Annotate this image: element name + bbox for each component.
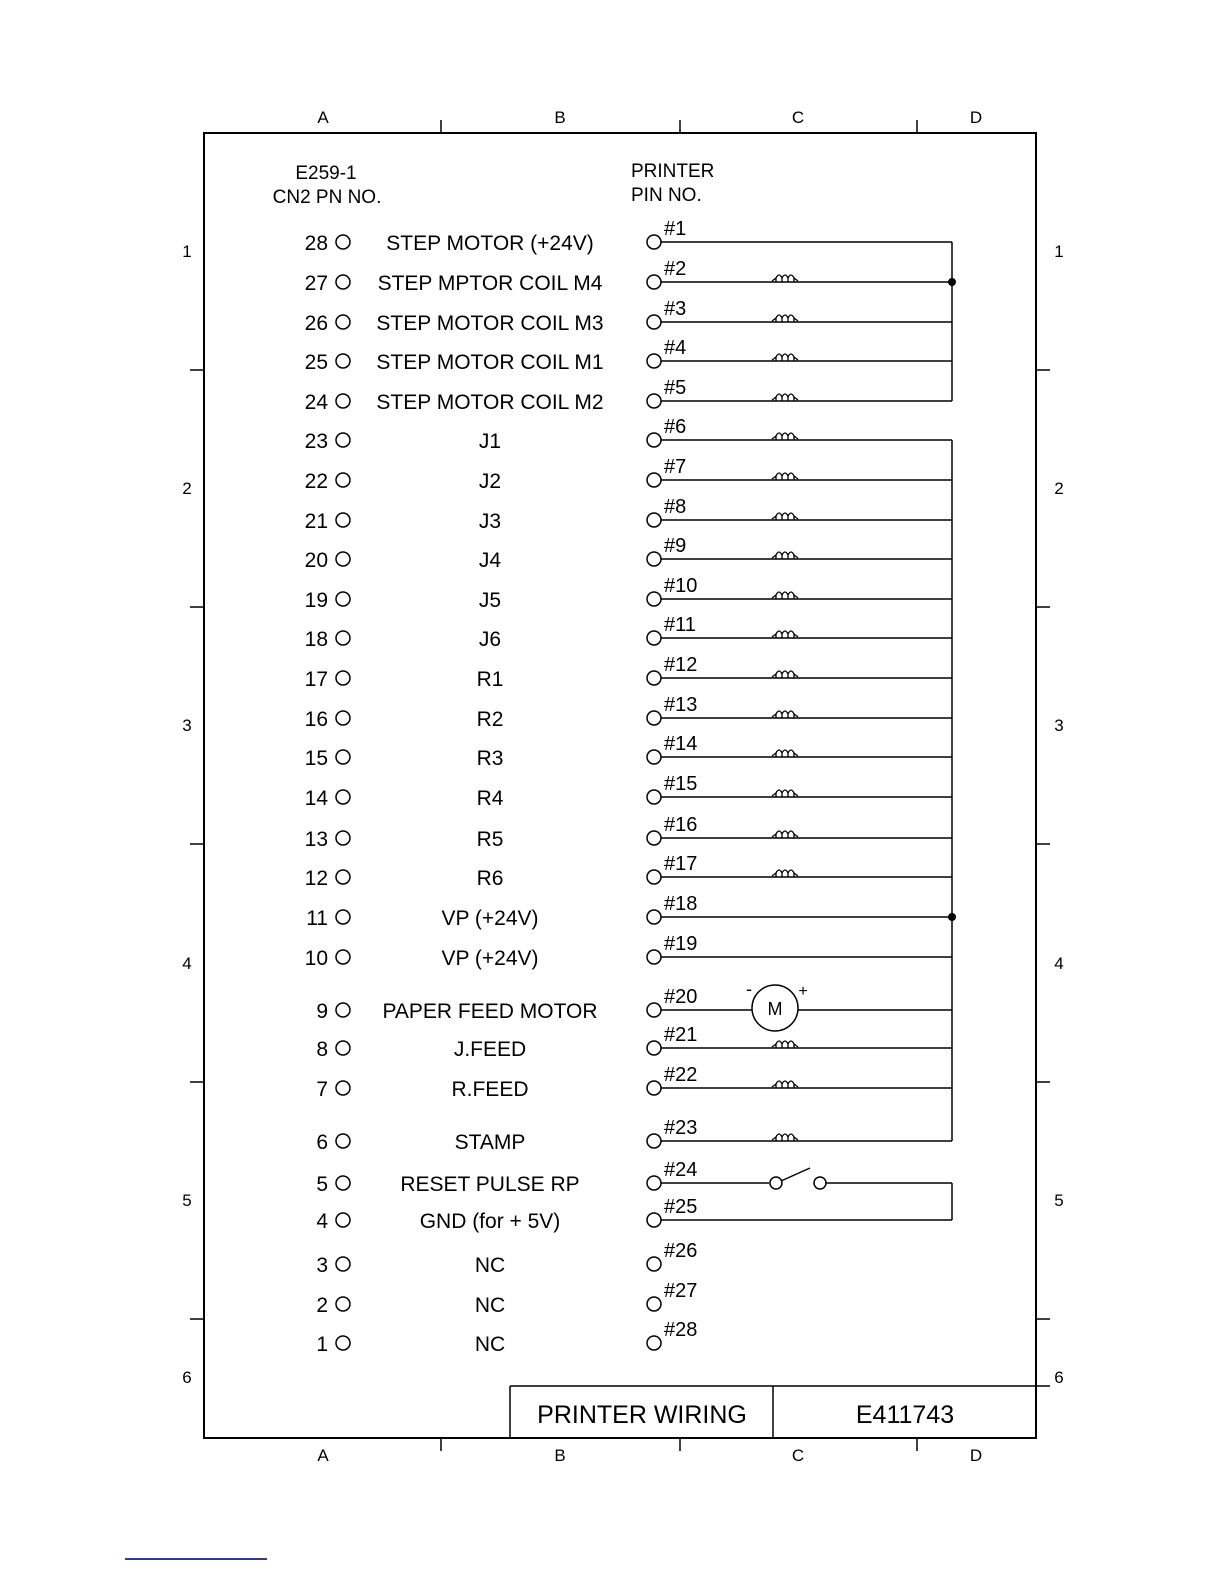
printer-pin-number: #20 [664, 986, 698, 1008]
printer-pin-terminal [647, 552, 661, 566]
printer-pin-number: #19 [664, 933, 698, 955]
grid-col-b-top: B [554, 108, 566, 127]
signal-label: J3 [478, 510, 502, 533]
printer-pin-number: #28 [664, 1319, 698, 1341]
coil-symbol-13 [772, 711, 798, 718]
printer-pin-terminal [647, 1003, 661, 1017]
printer-pin-number: #6 [664, 416, 687, 438]
grid-row-6-left: 6 [182, 1368, 192, 1387]
coil-symbol-7 [772, 473, 798, 480]
border-frame [204, 133, 1036, 1438]
signal-label: RESET PULSE RP [400, 1173, 580, 1196]
printer-pin-terminal [647, 1134, 661, 1148]
signal-label: J5 [478, 589, 502, 612]
motor-label: M [767, 999, 783, 1019]
cn2-pin-terminal [336, 950, 350, 964]
signal-label: VP (+24V) [441, 947, 539, 970]
printer-pin-terminal [647, 513, 661, 527]
signal-label: J.FEED [453, 1038, 527, 1061]
cn2-pin-number: 9 [316, 1000, 328, 1023]
cn2-pin-number: 6 [316, 1131, 328, 1154]
grid-col-d-top: D [969, 108, 983, 127]
cn2-pin-number: 10 [304, 947, 328, 970]
printer-pin-number: #10 [664, 575, 698, 597]
printer-pin-terminal [647, 1176, 661, 1190]
title-block-title: PRINTER WIRING [537, 1401, 747, 1429]
cn2-pin-number: 21 [304, 510, 328, 533]
printer-pin-terminal [647, 1297, 661, 1311]
cn2-pin-terminal [336, 1213, 350, 1227]
signal-label: R4 [476, 787, 504, 810]
grid-col-a-top: A [317, 108, 329, 127]
coil-symbol-21 [772, 1041, 798, 1048]
printer-pin-number: #26 [664, 1240, 698, 1262]
cn2-pin-number: 27 [304, 272, 328, 295]
signal-label: NC [474, 1294, 506, 1317]
header-left-line2: CN2 PN NO. [272, 187, 382, 208]
signal-label: J1 [478, 430, 502, 453]
cn2-pin-terminal [336, 671, 350, 685]
printer-pin-number: #9 [664, 535, 687, 557]
cn2-pin-number: 4 [316, 1210, 328, 1233]
coil-symbol-10 [772, 592, 798, 599]
printer-pin-terminal [647, 1081, 661, 1095]
printer-pin-terminal [647, 950, 661, 964]
cn2-pin-number: 13 [304, 828, 328, 851]
coil-symbol-23 [772, 1134, 798, 1141]
grid-row-2-left: 2 [182, 479, 192, 498]
coil-symbol-12 [772, 671, 798, 678]
grid-row-6-right: 6 [1054, 1368, 1064, 1387]
printer-pin-terminal [647, 1257, 661, 1271]
grid-row-5-right: 5 [1054, 1191, 1064, 1210]
signal-label: J6 [478, 628, 502, 651]
cn2-pin-terminal [336, 513, 350, 527]
signal-label: GND (for + 5V) [419, 1210, 561, 1233]
printer-pin-number: #5 [664, 377, 687, 399]
cn2-pin-number: 22 [304, 470, 328, 493]
cn2-pin-number: 3 [316, 1254, 328, 1277]
printer-pin-number: #24 [664, 1159, 698, 1181]
printer-pin-terminal [647, 275, 661, 289]
cn2-pin-terminal [336, 631, 350, 645]
cn2-pin-terminal [336, 831, 350, 845]
cn2-pin-terminal [336, 592, 350, 606]
grid-row-4-left: 4 [182, 954, 192, 973]
cn2-pin-number: 25 [304, 351, 328, 374]
signal-label: VP (+24V) [441, 907, 539, 930]
printer-pin-terminal [647, 870, 661, 884]
signal-label: STEP MOTOR COIL M2 [376, 391, 604, 414]
printer-pin-terminal [647, 671, 661, 685]
signal-label: R5 [476, 828, 504, 851]
coil-symbol-9 [772, 552, 798, 559]
cn2-pin-number: 28 [304, 232, 328, 255]
cn2-pin-terminal [336, 275, 350, 289]
grid-row-1-right: 1 [1054, 242, 1064, 261]
coil-symbol-17 [772, 870, 798, 877]
cn2-pin-terminal [336, 750, 350, 764]
grid-row-2-right: 2 [1054, 479, 1064, 498]
cn2-pin-terminal [336, 473, 350, 487]
printer-pin-terminal [647, 473, 661, 487]
signal-label: STAMP [454, 1131, 526, 1154]
cn2-pin-terminal [336, 1134, 350, 1148]
printer-pin-number: #16 [664, 814, 698, 836]
switch-contact [770, 1177, 782, 1189]
coil-symbol-6 [772, 433, 798, 440]
cn2-pin-number: 18 [304, 628, 328, 651]
printer-pin-number: #15 [664, 773, 698, 795]
coil-symbol-3 [772, 315, 798, 322]
pin-rows [305, 218, 952, 1356]
signal-label: R1 [476, 668, 504, 691]
printer-pin-terminal [647, 631, 661, 645]
printer-pin-number: #11 [664, 614, 696, 636]
printer-pin-number: #13 [664, 694, 698, 716]
cn2-pin-terminal [336, 790, 350, 804]
coil-symbol-4 [772, 354, 798, 361]
cn2-pin-terminal [336, 1081, 350, 1095]
printer-pin-terminal [647, 711, 661, 725]
cn2-pin-number: 5 [316, 1173, 328, 1196]
printer-pin-number: #14 [664, 733, 698, 755]
cn2-pin-terminal [336, 1003, 350, 1017]
printer-pin-terminal [647, 433, 661, 447]
coil-symbol-14 [772, 750, 798, 757]
coil-symbol-8 [772, 513, 798, 520]
cn2-pin-terminal [336, 552, 350, 566]
signal-label: R2 [476, 708, 504, 731]
motor-minus-sign: - [746, 979, 752, 999]
cn2-pin-number: 26 [304, 312, 328, 335]
grid-col-c-bottom: C [791, 1446, 805, 1465]
printer-pin-number: #7 [664, 456, 687, 478]
grid-col-c-top: C [791, 108, 805, 127]
grid-col-a-bottom: A [317, 1446, 329, 1465]
printer-pin-terminal [647, 1213, 661, 1227]
printer-pin-terminal [647, 750, 661, 764]
signal-label: NC [474, 1254, 506, 1277]
printer-pin-number: #2 [664, 258, 687, 280]
cn2-pin-number: 7 [316, 1078, 328, 1101]
grid-row-5-left: 5 [182, 1191, 192, 1210]
printer-pin-terminal [647, 790, 661, 804]
signal-label: STEP MOTOR COIL M3 [376, 312, 604, 335]
header-right-line1: PRINTER [631, 161, 715, 182]
cn2-pin-terminal [336, 910, 350, 924]
cn2-pin-terminal [336, 1297, 350, 1311]
cn2-pin-number: 1 [316, 1333, 328, 1356]
cn2-pin-terminal [336, 315, 350, 329]
printer-pin-number: #22 [664, 1064, 698, 1086]
signal-label: R3 [476, 747, 504, 770]
header-left-line1: E259-1 [295, 163, 357, 184]
printer-pin-terminal [647, 315, 661, 329]
grid-col-d-bottom: D [969, 1446, 983, 1465]
printer-pin-number: #21 [664, 1024, 698, 1046]
signal-label: STEP MOTOR COIL M1 [376, 351, 604, 374]
cn2-pin-terminal [336, 1336, 350, 1350]
printer-pin-terminal [647, 831, 661, 845]
printer-pin-terminal [647, 1041, 661, 1055]
switch-lever [781, 1168, 810, 1181]
cn2-pin-number: 24 [304, 391, 328, 414]
title-block-number: E411743 [855, 1401, 955, 1429]
grid-row-4-right: 4 [1054, 954, 1064, 973]
cn2-pin-number: 19 [304, 589, 328, 612]
coil-symbol-5 [772, 394, 798, 401]
printer-pin-number: #17 [664, 853, 698, 875]
signal-label: R6 [476, 867, 504, 890]
cn2-pin-number: 17 [304, 668, 328, 691]
cn2-pin-terminal [336, 1176, 350, 1190]
cn2-pin-terminal [336, 354, 350, 368]
grid-row-1-left: 1 [182, 242, 192, 261]
printer-pin-terminal [647, 910, 661, 924]
coil-symbol-2 [772, 275, 798, 282]
printer-pin-number: #1 [664, 218, 687, 240]
signal-label: NC [474, 1333, 506, 1356]
cn2-pin-number: 14 [304, 787, 328, 810]
printer-pin-number: #8 [664, 496, 687, 518]
cn2-pin-terminal [336, 433, 350, 447]
header-right-line2: PIN NO. [631, 185, 702, 206]
coil-symbol-11 [772, 631, 798, 638]
printer-pin-number: #25 [664, 1196, 698, 1218]
printer-pin-terminal [647, 592, 661, 606]
printer-pin-number: #3 [664, 298, 687, 320]
coil-symbol-22 [772, 1081, 798, 1088]
cn2-pin-number: 20 [304, 549, 328, 572]
printer-pin-number: #23 [664, 1117, 698, 1139]
printer-pin-number: #12 [664, 654, 698, 676]
signal-label: STEP MOTOR (+24V) [386, 232, 594, 255]
motor-plus-sign: + [798, 983, 808, 1000]
signal-label: R.FEED [451, 1078, 529, 1101]
cn2-pin-number: 8 [316, 1038, 328, 1061]
printer-pin-number: #27 [664, 1280, 698, 1302]
printer-pin-terminal [647, 354, 661, 368]
cn2-pin-number: 16 [304, 708, 328, 731]
signal-label: PAPER FEED MOTOR [382, 1000, 598, 1023]
grid-row-3-left: 3 [182, 716, 192, 735]
junction-dot-lower [948, 913, 956, 921]
signal-label: STEP MPTOR COIL M4 [377, 272, 603, 295]
cn2-pin-terminal [336, 235, 350, 249]
printer-pin-terminal [647, 235, 661, 249]
cn2-pin-number: 2 [316, 1294, 328, 1317]
grid-row-3-right: 3 [1054, 716, 1064, 735]
printer-pin-terminal [647, 394, 661, 408]
printer-pin-number: #18 [664, 893, 698, 915]
cn2-pin-terminal [336, 1041, 350, 1055]
signal-label: J4 [478, 549, 502, 572]
switch-contact [814, 1177, 826, 1189]
junction-dot-upper [948, 278, 956, 286]
cn2-pin-number: 12 [304, 867, 328, 890]
cn2-pin-terminal [336, 870, 350, 884]
coil-symbol-16 [772, 831, 798, 838]
cn2-pin-terminal [336, 1257, 350, 1271]
signal-label: J2 [478, 470, 502, 493]
printer-pin-number: #4 [664, 337, 687, 359]
printer-pin-terminal [647, 1336, 661, 1350]
cn2-pin-number: 15 [304, 747, 328, 770]
cn2-pin-terminal [336, 394, 350, 408]
coil-symbol-15 [772, 790, 798, 797]
cn2-pin-number: 23 [304, 430, 328, 453]
cn2-pin-number: 11 [306, 907, 328, 930]
grid-col-b-bottom: B [554, 1446, 566, 1465]
cn2-pin-terminal [336, 711, 350, 725]
